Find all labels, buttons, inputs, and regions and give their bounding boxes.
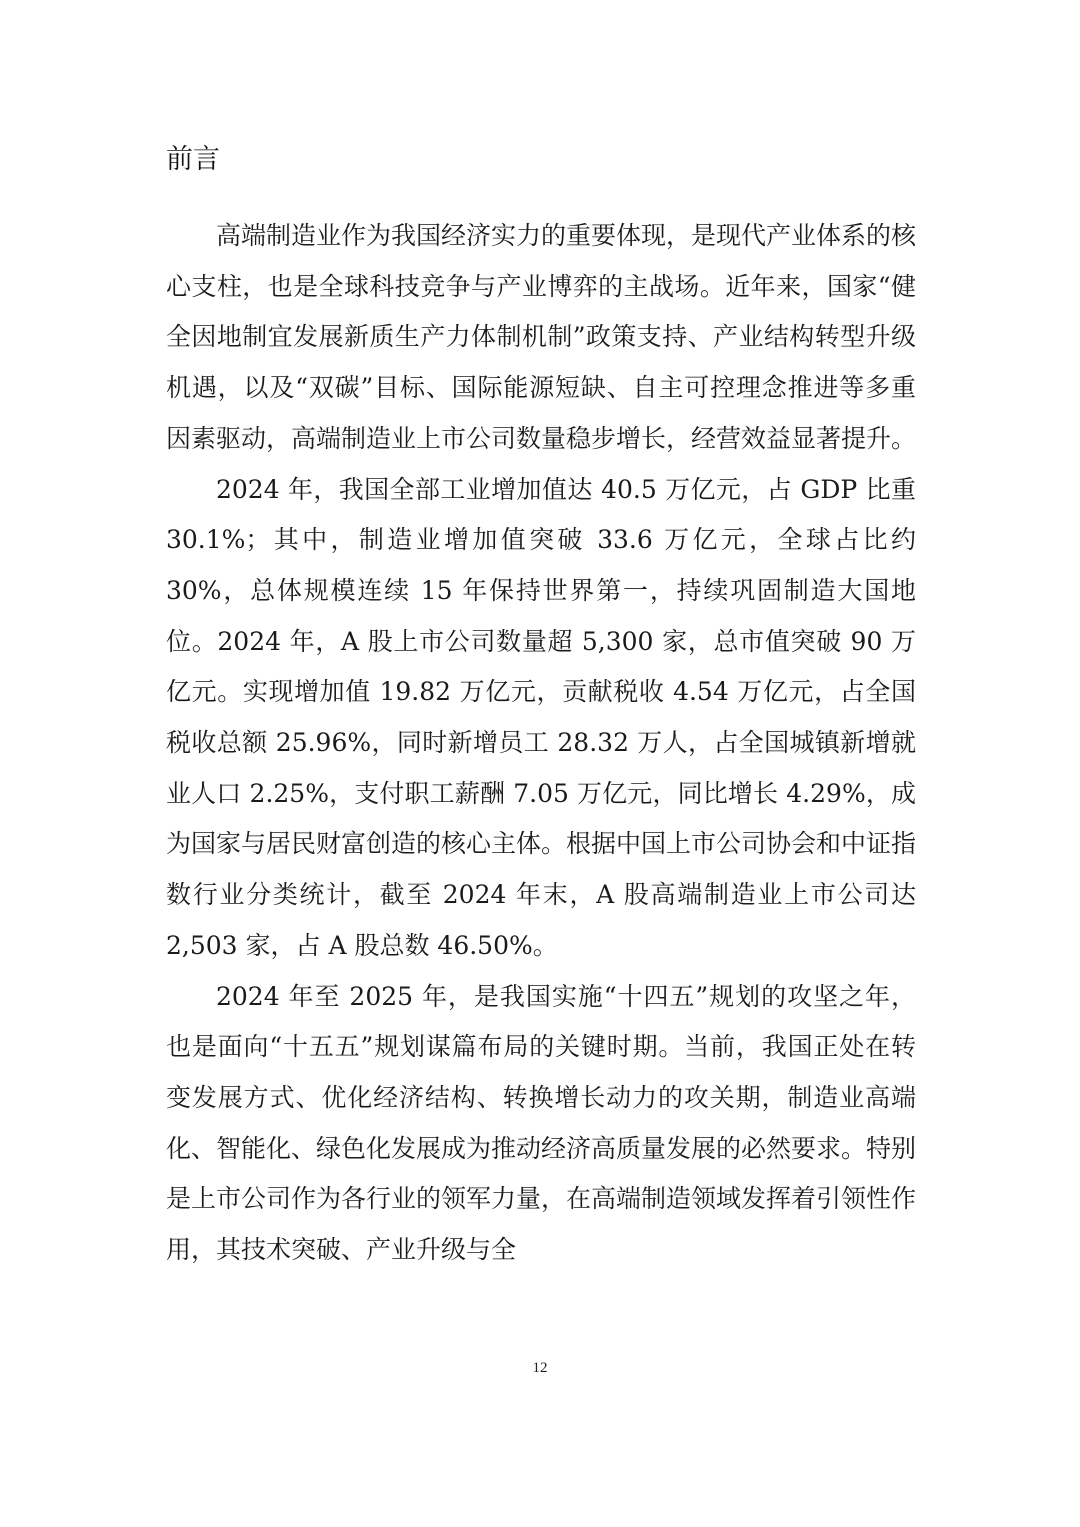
page-number: 12 bbox=[532, 1360, 548, 1376]
paragraph: 2024 年至 2025 年，是我国实施“十四五”规划的攻坚之年，也是面向“十五五”规划谋篇布局的关键时期。当前，我国正处在转变发展方式、优化经济结构、转换增长动力的攻关期，制造业高端化、智能化、绿色化发展成为推动经济高质量发展的必然要求。特别是上市公司作为各行业的领军力量，在高端制造领域发挥着引领性作用，其技术突破、产业升级与全 bbox=[166, 981, 917, 1265]
paragraph: 高端制造业作为我国经济实力的重要体现，是现代产业体系的核心支柱，也是全球科技竞争与产业博弈的主战场。近年来，国家“健全因地制宜发展新质生产力体制机制”政策支持、产业结构转型升级机遇，以及“双碳”目标、国际能源短缺、自主可控理念推进等多重因素驱动，高端制造业上市公司数量稳步增长，经营效益显著提升。 bbox=[166, 221, 917, 453]
section-heading: 前言 bbox=[166, 144, 220, 175]
body-text bbox=[166, 211, 916, 1276]
paragraph: 2024 年，我国全部工业增加值达 40.5 万亿元，占 GDP 比重 30.1%；其中，制造业增加值突破 33.6 万亿元，全球占比约 30%，总体规模连续 15 年保持世界第一，持续巩固制造大国地位。2024 年，A 股上市公司数量超 5,300 家，总市值突破 90 万亿元。实现增加值 19.82 万亿元，贡献税收 4.54 万亿元，占全国税收总额 25.96%，同时新增员工 28.32 万人，占全国城镇新增就业人口 2.25%，支付职工薪酬 7.05 万亿元，同比增长 4.29%，成为国家与居民财富创造的核心主体。根据中国上市公司协会和中证指数行业分类统计，截至 2024 年末，A 股高端制造业上市公司达 2,503 家，占 A 股总数 46.50%。 bbox=[166, 474, 917, 960]
